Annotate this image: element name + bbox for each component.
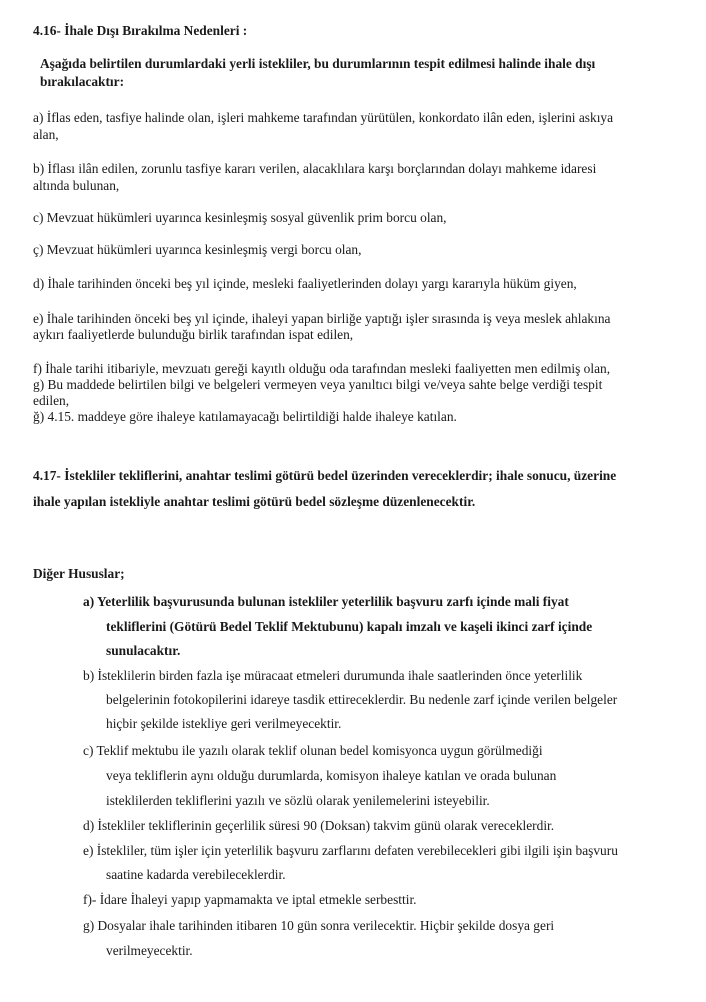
other-c-line-1: c) Teklif mektubu ile yazılı olarak teklif olunan bedel komisyonca uygun görülmediği — [83, 743, 543, 758]
other-d: d) İstekliler tekliflerinin geçerlilik süresi 90 (Doksan) takvim günü olarak vereceklerdir. — [83, 818, 555, 833]
other-a-line-2: tekliflerini (Götürü Bedel Teklif Mektubunu) kapalı imzalı ve kaşeli ikinci zarf içinde — [106, 619, 593, 634]
other-matters-title: Diğer Hususlar; — [33, 566, 125, 581]
section-416-title: 4.16- İhale Dışı Bırakılma Nedenleri : — [33, 23, 248, 38]
item-g-line-2: edilen, — [33, 393, 70, 408]
item-d: d) İhale tarihinden önceki beş yıl içinde, mesleki faaliyetlerinden dolayı yargı kararıyla hüküm giyen, — [33, 276, 577, 291]
item-b-line-1: b) İflası ilân edilen, zorunlu tasfiye kararı verilen, alacaklılara karşı borçlarından dolayı mahkeme idaresi — [33, 161, 597, 176]
other-f: f)- İdare İhaleyi yapıp yapmamakta ve iptal etmekle serbesttir. — [83, 892, 417, 907]
item-a-line-2: alan, — [33, 127, 59, 142]
other-a-line-1: a) Yeterlilik başvurusunda bulunan istekliler yeterlilik başvuru zarfı içinde mali fiyat — [83, 594, 569, 609]
section-417-line-2: ihale yapılan istekliyle anahtar teslimi götürü bedel sözleşme düzenlenecektir. — [33, 494, 476, 509]
other-c-line-2: veya tekliflerin aynı olduğu durumlarda, komisyon ihaleye katılan ve orada bulunan — [106, 768, 557, 783]
other-g-line-2: verilmeyecektir. — [106, 943, 193, 958]
section-417-line-1: 4.17- İstekliler tekliflerini, anahtar teslimi götürü bedel üzerinden vereceklerdir; ihale sonucu, üzerine — [33, 468, 617, 483]
other-c-line-3: isteklilerden tekliflerini yazılı ve sözlü olarak yenilemelerini isteyebilir. — [106, 793, 490, 808]
other-b-line-3: hiçbir şekilde istekliye geri verilmeyecektir. — [106, 716, 342, 731]
other-e-line-2: saatine kadarda verebileceklerdir. — [106, 867, 286, 882]
other-b-line-2: belgelerinin fotokopilerini idareye tasdik ettireceklerdir. Bu nedenle zarf içinde verilen belgeler — [106, 692, 618, 707]
item-a-line-1: a) İflas eden, tasfiye halinde olan, işleri mahkeme tarafından yürütülen, konkordato ilân eden, işlerini askıya — [33, 110, 614, 125]
item-f: f) İhale tarihi itibariyle, mevzuatı gereği kayıtlı olduğu oda tarafından mesleki faaliyetten men edilmiş olan, — [33, 361, 611, 376]
item-c: c) Mevzuat hükümleri uyarınca kesinleşmiş sosyal güvenlik prim borcu olan, — [33, 210, 447, 225]
other-g-line-1: g) Dosyalar ihale tarihinden itibaren 10 gün sonra verilecektir. Hiçbir şekilde dosya geri — [83, 918, 555, 933]
item-c-cedilla: ç) Mevzuat hükümleri uyarınca kesinleşmiş vergi borcu olan, — [33, 242, 362, 257]
item-e-line-2: aykırı faaliyetlerde bulunduğu birlik tarafından ispat edilen, — [33, 327, 354, 342]
item-b-line-2: altında bulunan, — [33, 178, 120, 193]
other-a-line-3: sunulacaktır. — [106, 643, 181, 658]
section-416-intro-line-1: Aşağıda belirtilen durumlardaki yerli istekliler, bu durumlarının tespit edilmesi halinde ihale dışı — [40, 56, 596, 71]
item-g-breve: ğ) 4.15. maddeye göre ihaleye katılamayacağı belirtildiği halde ihaleye katılan. — [33, 409, 457, 424]
item-g-line-1: g) Bu maddede belirtilen bilgi ve belgeleri vermeyen veya yanıltıcı bilgi ve/veya sahte belge verdiği tespit — [33, 377, 603, 392]
item-e-line-1: e) İhale tarihinden önceki beş yıl içinde, ihaleyi yapan birliğe yaptığı işler sırasında iş veya meslek ahlakına — [33, 311, 611, 326]
other-e-line-1: e) İstekliler, tüm işler için yeterlilik başvuru zarflarını defaten verebilecekleri gibi ilgili işin başvuru — [83, 843, 618, 858]
section-416-intro-line-2: bırakılacaktır: — [40, 74, 125, 89]
other-b-line-1: b) İsteklilerin birden fazla işe müracaat etmeleri durumunda ihale saatlerinden önce yeterlilik — [83, 668, 583, 683]
